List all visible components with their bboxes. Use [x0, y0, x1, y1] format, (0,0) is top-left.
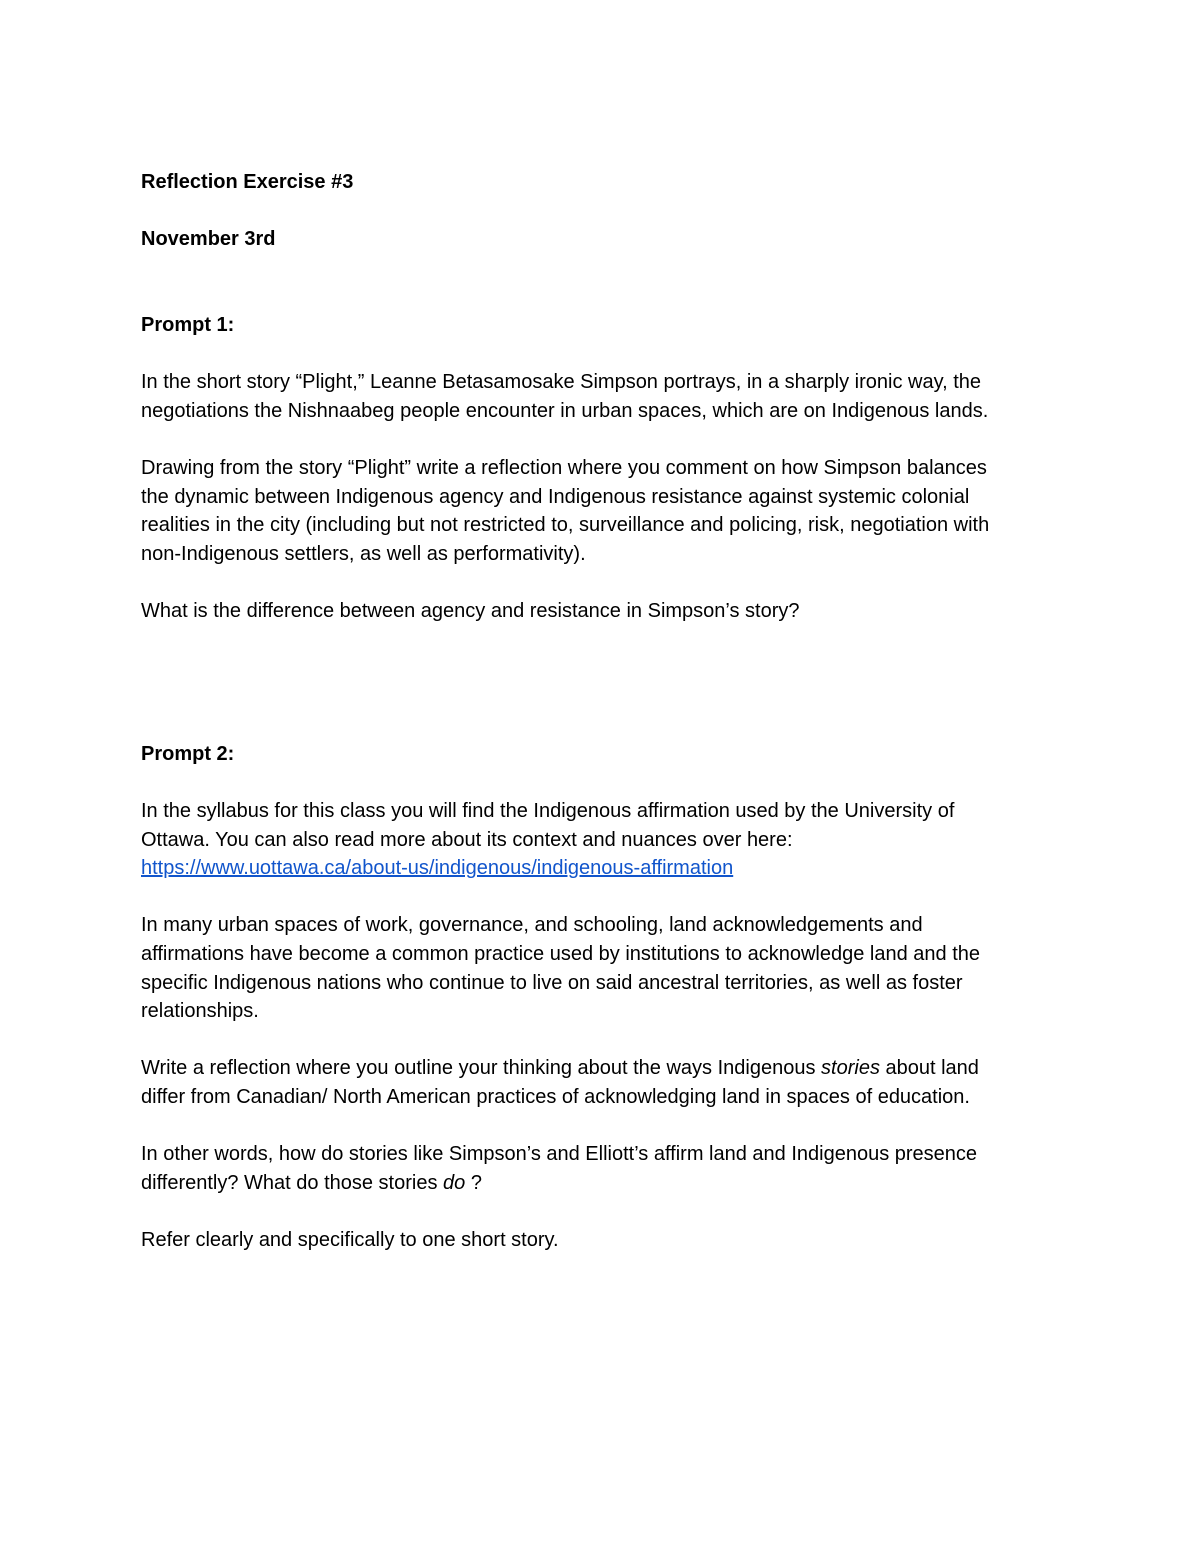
prompt-2-para-3-line: differ from Canadian/ North American practices of acknowledging land in spaces of education. [141, 1086, 970, 1109]
prompt-1-para-1-line: negotiations the Nishnaabeg people encounter in urban spaces, which are on Indigenous lands. [141, 399, 989, 422]
document-title: Reflection Exercise #3 [141, 171, 354, 193]
text-span: differently? What do those stories [141, 1171, 444, 1194]
document-page [141, 168, 1081, 1255]
prompt-1-para-1-line: In the short story “Plight,” Leanne Betasamosake Simpson portrays, in a sharply ironic way, the [141, 371, 982, 394]
prompt-1-para-2-line: the dynamic between Indigenous agency and Indigenous resistance against systemic colonial [141, 485, 970, 508]
prompt-1-question: What is the difference between agency and resistance in Simpson’s story? [141, 599, 800, 622]
prompt-1-para-2-line: non-Indigenous settlers, as well as performativity). [141, 542, 586, 565]
affirmation-link[interactable]: https://www.uottawa.ca/about-us/indigenous/indigenous-affirmation [141, 857, 734, 880]
document-date: November 3rd [141, 228, 276, 251]
prompt-2-para-4-line: In other words, how do stories like Simpson’s and Elliott’s affirm land and Indigenous presence [141, 1143, 978, 1166]
text-span: ? [465, 1171, 482, 1194]
prompt-2-para-4-line [141, 1169, 1081, 1198]
text-span: Write a reflection where you outline your thinking about the ways Indigenous [141, 1057, 822, 1080]
prompt-2-para-1-line: In the syllabus for this class you will find the Indigenous affirmation used by the University of [141, 800, 955, 823]
prompt-2-heading: Prompt 2: [141, 742, 235, 765]
prompt-2-instruction: Refer clearly and specifically to one short story. [141, 1228, 559, 1251]
prompt-1-heading: Prompt 1: [141, 313, 235, 336]
prompt-2-para-2-line: relationships. [141, 1000, 259, 1023]
affirmation-link-line [141, 854, 1081, 883]
prompt-1-para-2-line: realities in the city (including but not restricted to, surveillance and policing, risk, negotiation with [141, 514, 990, 537]
prompt-2-para-2-line: In many urban spaces of work, governance, and schooling, land acknowledgements and [141, 914, 923, 937]
text-span: about land [879, 1057, 979, 1080]
prompt-2-para-1-line: Ottawa. You can also read more about its context and nuances over here: [141, 828, 793, 851]
emphasis-do: do [443, 1171, 466, 1194]
prompt-1-para-2-line: Drawing from the story “Plight” write a reflection where you comment on how Simpson balances [141, 456, 987, 479]
emphasis-stories: stories [821, 1057, 880, 1080]
prompt-2-para-3-line [141, 1054, 1081, 1083]
prompt-2-para-2-line: affirmations have become a common practice used by institutions to acknowledge land and the [141, 943, 981, 966]
prompt-2-para-2-line: specific Indigenous nations who continue to live on said ancestral territories, as well as foster [141, 971, 963, 994]
